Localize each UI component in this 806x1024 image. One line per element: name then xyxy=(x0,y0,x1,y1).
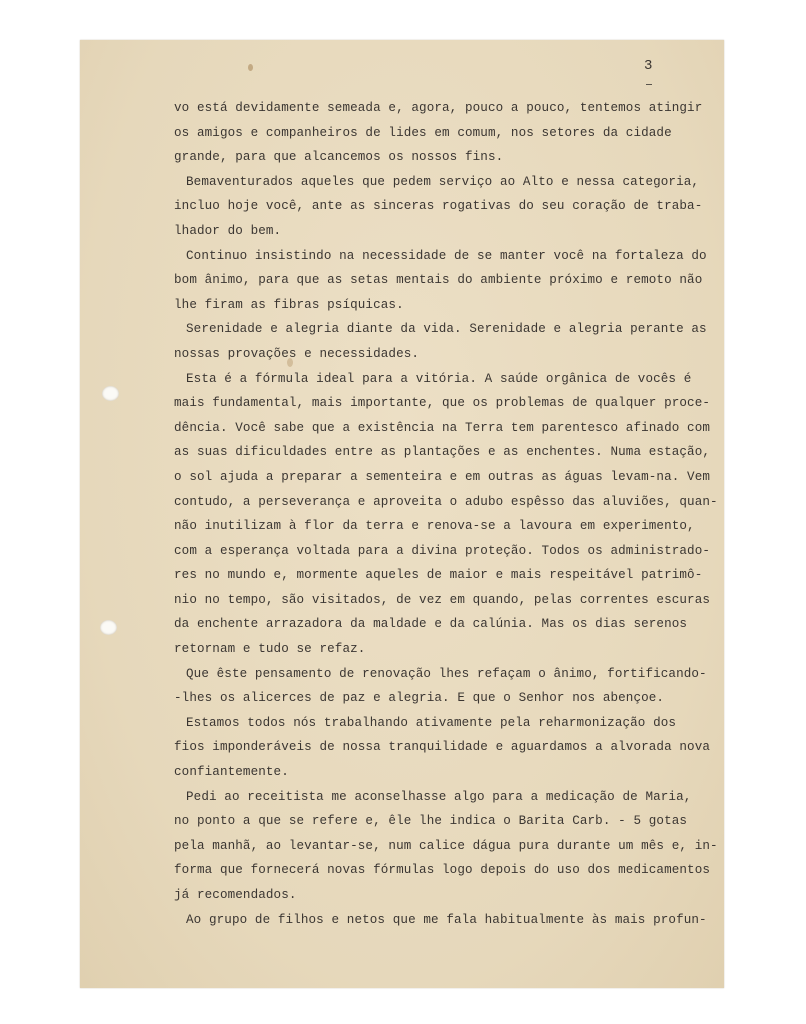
text-line: grande, para que alcancemos os nossos fins. xyxy=(174,150,504,165)
text-line: Esta é a fórmula ideal para a vitória. A saúde orgânica de vocês é xyxy=(186,371,692,386)
text-line: da enchente arrazadora da maldade e da calúnia. Mas os dias serenos xyxy=(174,617,688,632)
punch-hole-lower xyxy=(100,620,117,635)
text-line: forma que fornecerá novas fórmulas logo depois do uso dos medicamentos xyxy=(174,863,711,878)
text-line: contudo, a perseverança e aproveita o adubo espêsso das aluviões, quan- xyxy=(174,494,718,509)
punch-hole-upper xyxy=(102,386,119,401)
text-line: já recomendados. xyxy=(174,888,297,902)
text-line: mais fundamental, mais importante, que os problemas de qualquer proce- xyxy=(174,396,711,411)
text-line: -lhes os alicerces de paz e alegria. E que o Senhor nos abençoe. xyxy=(174,691,665,706)
text-line: fios imponderáveis de nossa tranquilidade e aguardamos a alvorada nova xyxy=(174,740,711,755)
page-number-underline xyxy=(646,84,652,85)
text-line: as suas dificuldades entre as plantações e as enchentes. Numa estação, xyxy=(174,445,711,460)
text-line: retornam e tudo se refaz. xyxy=(174,642,366,657)
text-line: no ponto a que se refere e, êle lhe indica o Barita Carb. - 5 gotas xyxy=(174,814,688,829)
text-line: Ao grupo de filhos e netos que me fala habitualmente às mais profun- xyxy=(186,912,707,927)
text-line: vo está devidamente semeada e, agora, pouco a pouco, tentemos atingir xyxy=(174,101,703,115)
text-line: bom ânimo, para que as setas mentais do ambiente próximo e remoto não xyxy=(174,273,703,288)
text-line: lhador do bem. xyxy=(174,223,282,238)
text-line: res no mundo e, mormente aqueles de maior e mais respeitável patrimô- xyxy=(174,568,703,583)
page-number: 3 xyxy=(644,58,653,74)
text-line: nio no tempo, são visitados, de vez em quando, pelas correntes escuras xyxy=(174,592,711,607)
text-line: os amigos e companheiros de lides em comum, nos setores da cidade xyxy=(174,125,672,140)
text-line: o sol ajuda a preparar a sementeira e em outras as águas levam-na. Vem xyxy=(174,469,711,484)
text-line: pela manhã, ao levantar-se, num calice dágua pura durante um mês e, in- xyxy=(174,838,718,853)
text-line: Serenidade e alegria diante da vida. Serenidade e alegria perante as xyxy=(186,322,707,337)
text-line: Bemaventurados aqueles que pedem serviço ao Alto e nessa categoria, xyxy=(186,174,700,189)
letter-body xyxy=(174,96,718,932)
text-line: confiantemente. xyxy=(174,765,289,780)
text-line: Continuo insistindo na necessidade de se manter você na fortaleza do xyxy=(186,248,707,263)
text-line: Pedi ao receitista me aconselhasse algo para a medicação de Maria, xyxy=(186,789,692,804)
text-line: Estamos todos nós trabalhando ativamente pela reharmonização dos xyxy=(186,715,677,730)
text-line: com a esperança voltada para a divina proteção. Todos os administrado- xyxy=(174,543,711,558)
stain-spot xyxy=(248,64,253,71)
text-line: lhe firam as fibras psíquicas. xyxy=(174,297,404,312)
text-line: nossas provações e necessidades. xyxy=(174,346,420,361)
text-line: incluo hoje você, ante as sinceras rogativas do seu coração de traba- xyxy=(174,199,703,214)
text-line: dência. Você sabe que a existência na Terra tem parentesco afinado com xyxy=(174,420,711,435)
text-line: não inutilizam à flor da terra e renova-se a lavoura em experimento, xyxy=(174,519,695,534)
text-line: Que êste pensamento de renovação lhes refaçam o ânimo, fortificando- xyxy=(186,666,707,681)
